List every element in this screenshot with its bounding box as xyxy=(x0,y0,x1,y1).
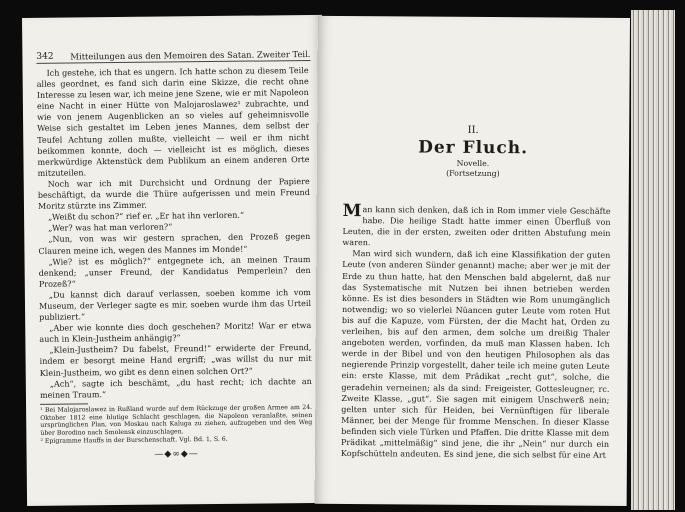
footnote: ² Epigramme Hauffs in der Burschenschaft. Vgl. Bd. 1, S. 6. xyxy=(40,435,228,445)
paragraph: „Weißt du schon?“ rief er. „Er hat ihn verloren.“ xyxy=(48,210,245,222)
chapter-number: II. xyxy=(467,124,479,136)
ornament-divider: —◆∞◆— xyxy=(154,449,199,460)
page-number: 342 xyxy=(36,51,54,62)
continuation-note: (Fortsetzung) xyxy=(446,168,500,179)
paragraph-text: an kann sich denken, daß ich in Rom immer viele Geschäfte habe. Die heilige Stadt hatte immer einen Überfluß von Leuten, die in der ersten, zweiten oder dritten Abstufung mein waren. xyxy=(342,205,611,248)
paragraph: „Du kannst dich darauf verlassen, soeben komme ich vom Museum, der Verleger sagte es mir, soeben wurde ihm das Urteil publiziert.“ xyxy=(38,287,312,322)
running-header xyxy=(36,49,310,64)
running-head-title: Mitteilungen aus den Memoiren des Satan. Zweiter Teil. xyxy=(70,48,311,62)
chapter-heading xyxy=(317,124,629,179)
paragraph xyxy=(342,200,611,250)
paragraph: „Aber wie konnte dies doch geschehen? Moritz! War er etwa auch in Klein-Justheim anhängig?“ xyxy=(39,321,312,345)
chapter-title: Der Fluch. xyxy=(418,137,529,159)
footnote-rule xyxy=(40,403,88,405)
footnotes xyxy=(40,404,312,445)
paragraph: Ich gestehe, ich that es ungern. Ich hatte schon zu diesem Teile alles geordnet, es fand sich darin eine Skizze, die recht ohne Interesse zu lesen war, ich meine jene Szene, wie er mit Napoleon eine Nacht in einer Hütte von Malojaroslawez¹ zubrachte, und wie von jenem Augenblicken an so vieles auf geheimnisvolle Weise sich gestaltet im Leben jenes Mannes, dem selbst der Teufel Achtung zollen mußte, vielleicht — weil er ihm nicht beikommen konnte, doch — vielleicht ist es möglich, dieses merkwürdige Aktenstück dem Publikum an einem anderen Orte mitzuteilen. xyxy=(36,66,310,178)
drop-cap: M xyxy=(342,200,362,222)
paragraph: „Nun, von was wir gestern sprachen, den Prozeß gegen Clauren meine ich, wegen des Mannes im Monde!“ xyxy=(38,232,311,256)
paragraph: „Klein-Justheim? Du fabelst, Freund!“ erwiderte der Freund, indem er besorgt meine Hand ergriff; „was willst du nur mit Klein-Justheim, wo gibt es denn einen solchen Ort?“ xyxy=(39,343,312,378)
paragraph: „Wie? ist es möglich?“ entgegnete ich, an meinen Traum denkend; „unser Freund, der Kandidatus Pemperlein? den Prozeß?“ xyxy=(38,254,311,289)
right-page xyxy=(315,16,630,506)
left-body-text xyxy=(37,65,313,462)
paragraph: Noch war ich mit Durchsicht und Ordnung der Papiere beschäftigt, da wurde die Thüre aufgerissen und mein Freund Moritz stürzte ins Zimmer. xyxy=(37,176,310,211)
chapter-genre: Novelle. xyxy=(456,158,490,169)
footnote: ¹ Bei Malojaroslawez in Rußland wurde auf dem Rückzuge der großen Armee am 24. Oktober 1812 eine blutige Schlacht geschlagen, die Napoleon veranlaßte, seinen ursprünglichen Plan, von Moskau nach Kaluga zu ziehen, aufzugeben und den Weg über Borodino nach Smolensk einzuschlagen. xyxy=(40,403,313,437)
paragraph: Man wird sich wundern, daß ich eine Klassifikation der guten Leute (von anderen Sünder genannt) mache; aber wer je mit der Erde zu thun hatte, hat den Menschen bald abgelernt, daß nur das Systematische mit Nutzen bei ihnen betrieben werden könne. Es ist dies besonders in Städten wie Rom unumgänglich notwendig; wo so vielerlei Nüancen guter Leute vom roten Hut bis auf die Kapuze, vom Fürsten, der die Macht hat, Orden zu verleihen, bis auf den armen, dem solche um dreißig Thaler angeboten werden, vorfinden, da muß man Klassen haben. Ich werde in der Bibel und von den heutigen Philosophen als das negierende Prinzip vorgestellt, daher teile ich meine guten Leute ein: erste Klasse, mit dem Prädikat „recht gut“, solche, die geradehin verneinen; als da sind: Freigeister, Gottesleugner, rc. Zweite Klasse, „gut“. Sie sagen mit einigem Unschwerß nein; gelten unter sich für Heiden, bei Vernünftigen für liberale Männer, bei der Menge für fromme Menschen. In dieser Klasse befinden sich viele Türken und Pfaffen. Die dritte Klasse mit dem Prädikat „mittelmäßig“ sind jene, die ihr „Nein“ nur durch ein Kopfschütteln andeuten. Es sind jene, die sich selbst für eine Art xyxy=(340,249,611,460)
left-page xyxy=(22,15,327,506)
page-edge-stack xyxy=(631,10,675,510)
paragraph: „Wer? was hat man verloren?“ xyxy=(48,222,173,234)
paragraph: „Ach“, sagte ich beschämt, „du hast recht; ich dachte an meinen Traum.“ xyxy=(39,376,312,400)
right-body-text xyxy=(340,200,611,461)
